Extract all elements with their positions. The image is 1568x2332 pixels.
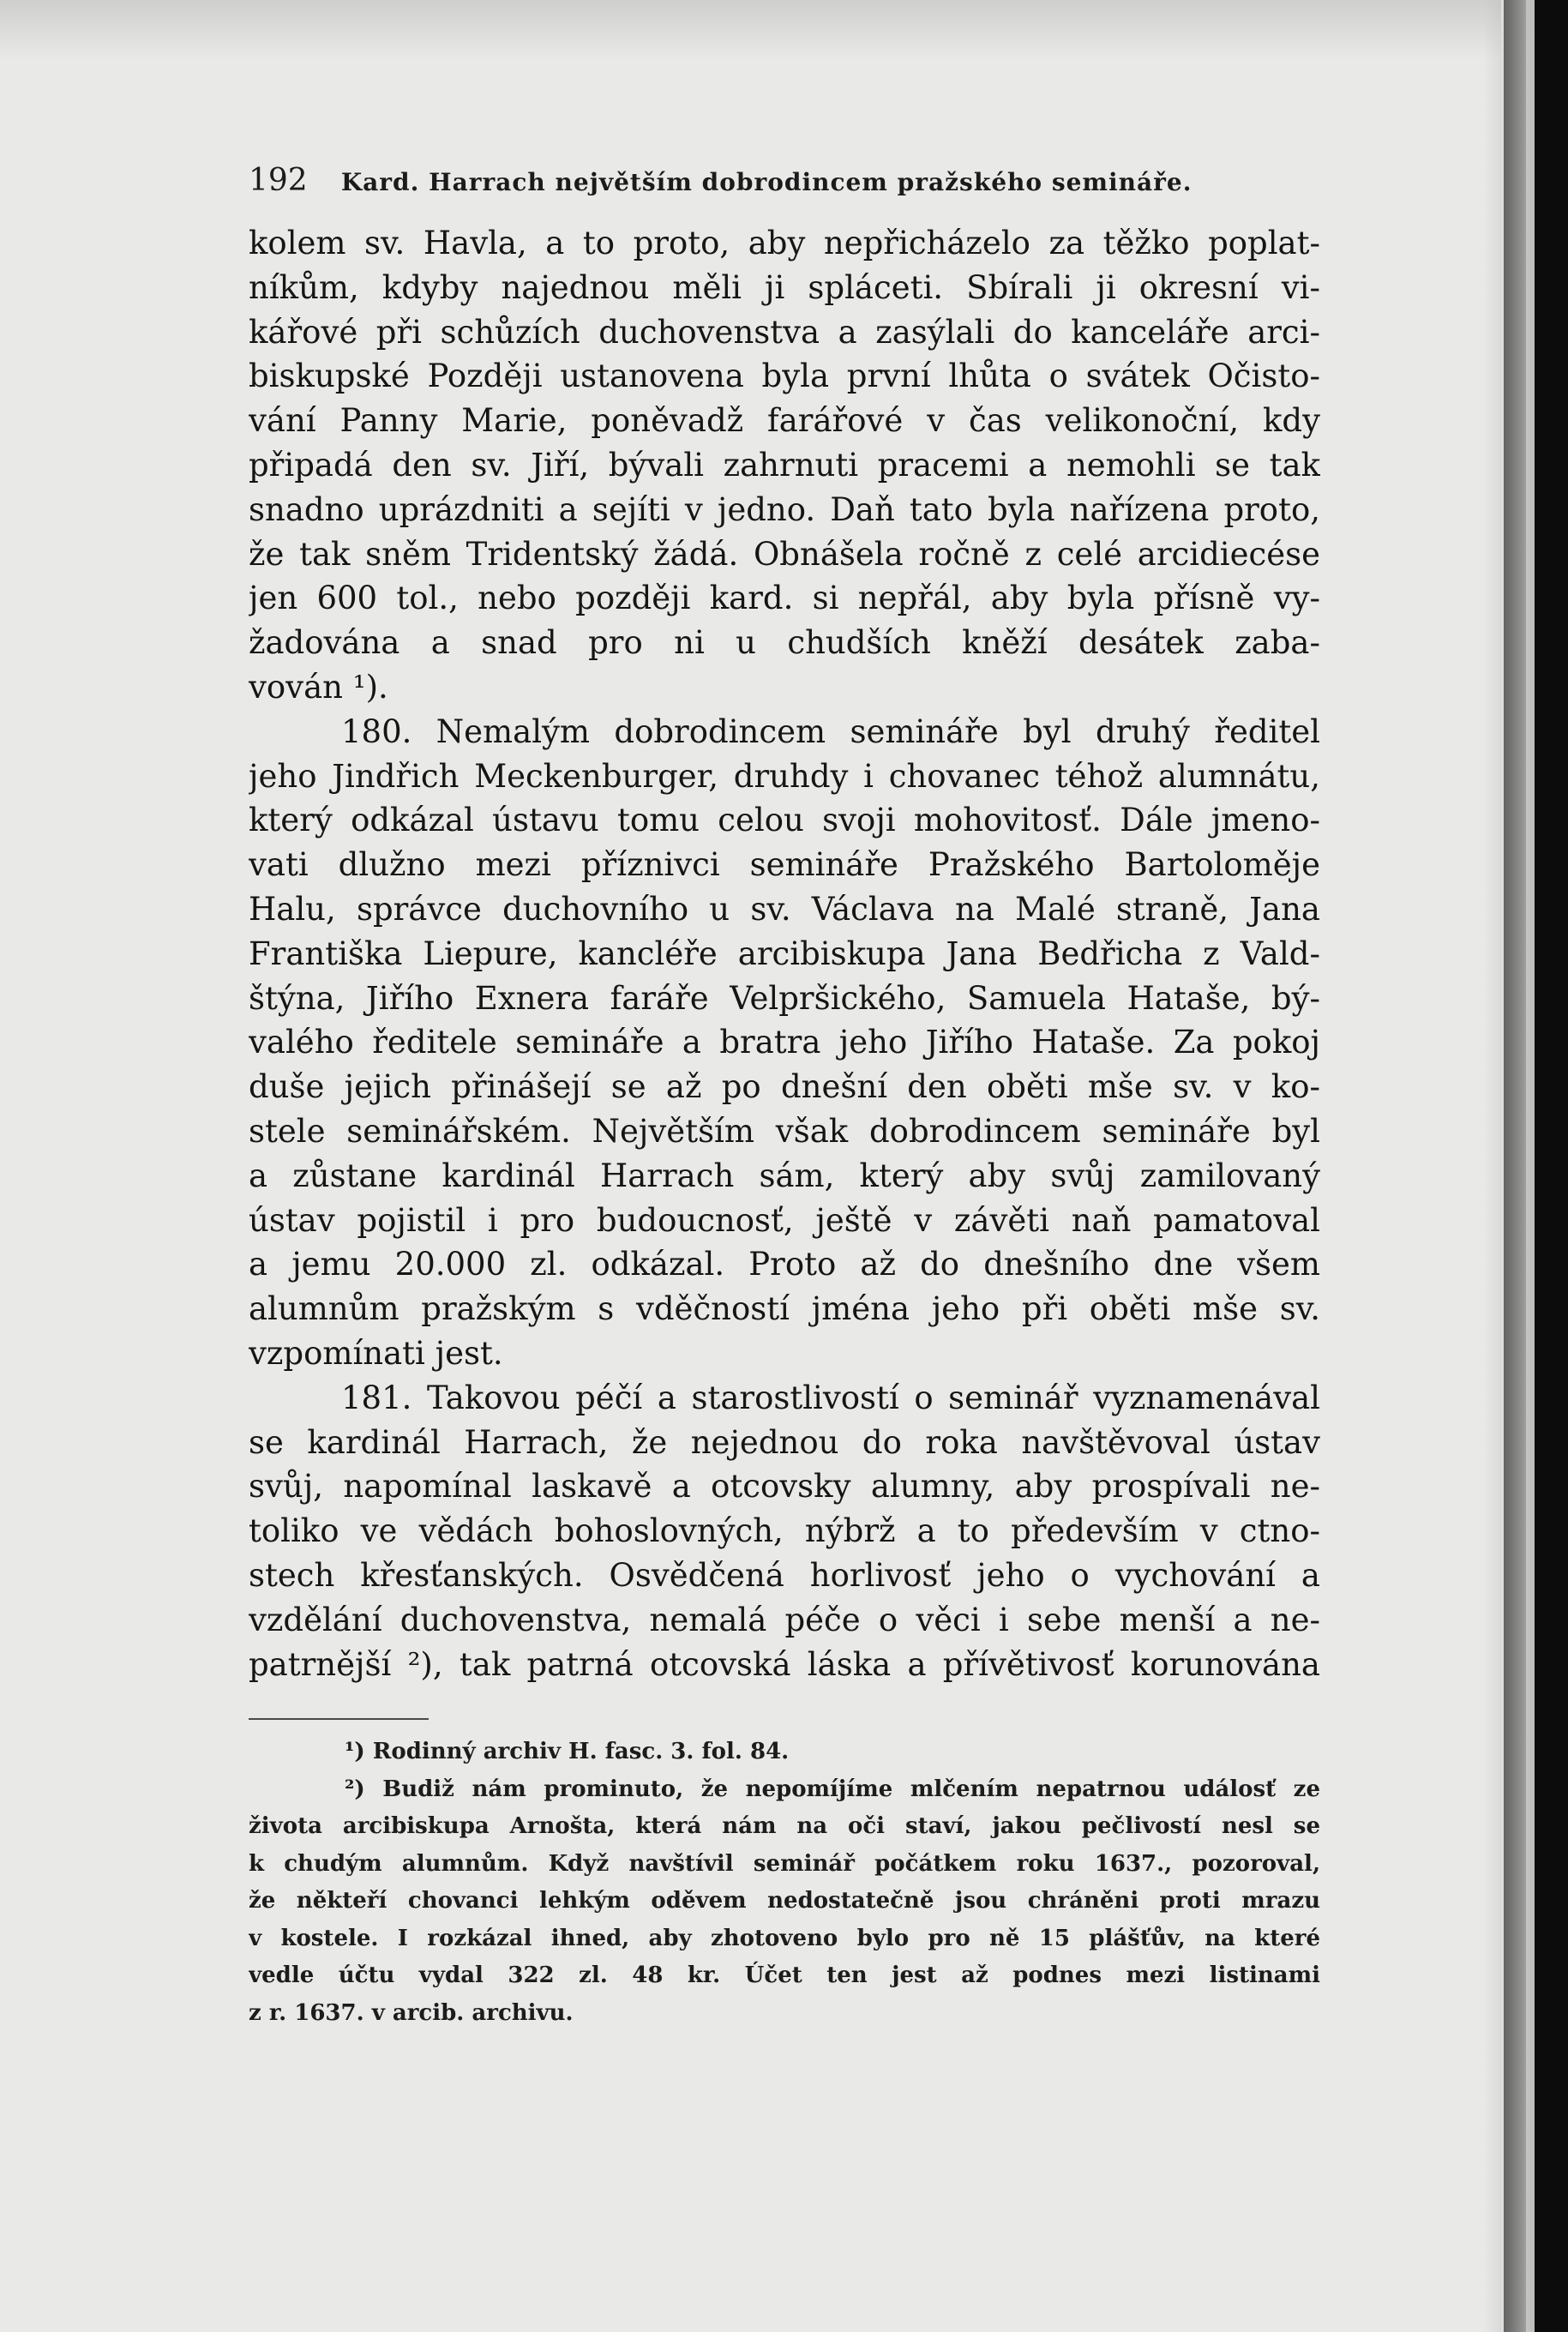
text-line: duše jejich přinášejí se až po dnešní den oběti mše sv. v ko- [249, 1068, 1320, 1106]
page-binding-edge [1501, 0, 1526, 2332]
text-line: vován ¹). [249, 668, 388, 706]
text-line: jen 600 tol., nebo později kard. si nepřál, aby byla přísně vy- [249, 580, 1320, 617]
text-line: jeho Jindřich Meckenburger, druhdy i chovanec téhož alumnátu, [249, 757, 1320, 795]
text-line: kolem sv. Havla, a to proto, aby nepřicházelo za těžko poplat- [249, 225, 1320, 261]
text-line: a zůstane kardinál Harrach sám, který aby svůj zamilovaný [249, 1157, 1320, 1194]
text-line: snadno uprázdniti a sejíti v jedno. Daň tato byla nařízena proto, [249, 490, 1320, 528]
text-line: toliko ve vědách bohoslovných, nýbrž a to především v ctno- [249, 1512, 1320, 1550]
text-line: Halu, správce duchovního u sv. Václava na Malé straně, Jana [249, 890, 1320, 928]
text-line: patrnější ²), tak patrná otcovská láska a přívětivosť korunována [249, 1645, 1320, 1683]
main-text [249, 221, 1320, 1686]
paragraph-start-180: 180. Nemalým dobrodincem semináře byl druhý ředitel [341, 712, 1320, 750]
footnote-line: v kostele. I rozkázal ihned, aby zhotoveno bylo pro ně 15 plášťův, na které [249, 1925, 1320, 1951]
text-line: kářové při schůzích duchovenstva a zasýlali do kanceláře arci- [249, 313, 1320, 351]
text-line: alumnům pražským s vděčností jména jeho při oběti mše sv. [249, 1290, 1320, 1328]
page-header [249, 163, 1320, 198]
text-line: vzdělání duchovenstva, nemalá péče o věci i sebe menší a ne- [249, 1601, 1320, 1638]
text-line: níkům, kdyby najednou měli ji spláceti. Sbírali ji okresní vi- [249, 268, 1320, 306]
footnote-line: k chudým alumnům. Když navštívil seminář počátkem roku 1637., pozoroval, [249, 1850, 1320, 1877]
text-line: stele seminářském. Největším však dobrodincem semináře byl [249, 1112, 1320, 1150]
page-number: 192 [249, 163, 308, 198]
text-line: který odkázal ústavu tomu celou svoji mohovitosť. Dále jmeno- [249, 802, 1320, 839]
text-line: připadá den sv. Jiří, bývali zahrnuti pracemi a nemohli se tak [249, 446, 1320, 484]
text-line: štýna, Jiřího Exnera faráře Velpršického, Samuela Hataše, bý- [249, 979, 1320, 1017]
text-line: vati dlužno mezi příznivci semináře Pražského Bartoloměje [249, 846, 1320, 884]
text-line: a jemu 20.000 zl. odkázal. Proto až do dnešního dne všem [249, 1246, 1320, 1283]
text-line: vání Panny Marie, poněvadž farářové v čas velikonoční, kdy [249, 402, 1320, 440]
footnotes [249, 1734, 1320, 2032]
footnote-line: z r. 1637. v arcib. archivu. [249, 1999, 574, 2026]
text-line: valého ředitele semináře a bratra jeho Jiřího Hataše. Za pokoj [249, 1024, 1320, 1061]
text-line: biskupské Později ustanovena byla první lhůta o svátek Očisto- [249, 358, 1320, 395]
text-line: ústav pojistil i pro budoucnosť, ještě v závěti naň pamatoval [249, 1201, 1320, 1239]
running-head: Kard. Harrach největším dobrodincem pražského semináře. [340, 168, 1193, 196]
text-line: Františka Liepure, kancléře arcibiskupa Jana Bedřicha z Vald- [249, 935, 1320, 972]
footnote-line: vedle účtu vydal 322 zl. 48 kr. Účet ten jest až podnes mezi listinami [249, 1962, 1320, 1988]
paragraph-start-181: 181. Takovou péčí a starostlivostí o seminář vyznamenával [341, 1379, 1320, 1416]
footnote-1: ¹) Rodinný archiv H. fasc. 3. fol. 84. [345, 1739, 790, 1764]
footnote-line: života arcibiskupa Arnošta, která nám na oči staví, jakou pečlivostí nesl se [249, 1813, 1320, 1839]
text-line: žadována a snad pro ni u chudších kněží desátek zaba- [249, 624, 1320, 662]
text-line: že tak sněm Tridentský žádá. Obnášela ročně z celé arcidiecése [249, 535, 1320, 573]
text-line: stech křesťanských. Osvědčená horlivosť jeho o vychování a [249, 1556, 1320, 1594]
footnote-divider [249, 1718, 429, 1720]
footnote-line: že někteří chovanci lehkým oděvem nedostatečně jsou chráněni proti mrazu [249, 1888, 1320, 1914]
footnote-2: ²) Budiž nám prominuto, že nepomíjíme mlčením nepatrnou událosť ze [345, 1776, 1320, 1802]
text-line: vzpomínati jest. [249, 1334, 503, 1372]
text-line: svůj, napomínal laskavě a otcovsky alumny, aby prospívali ne- [249, 1468, 1320, 1506]
text-line: se kardinál Harrach, že nejednou do roka navštěvoval ústav [249, 1423, 1320, 1461]
